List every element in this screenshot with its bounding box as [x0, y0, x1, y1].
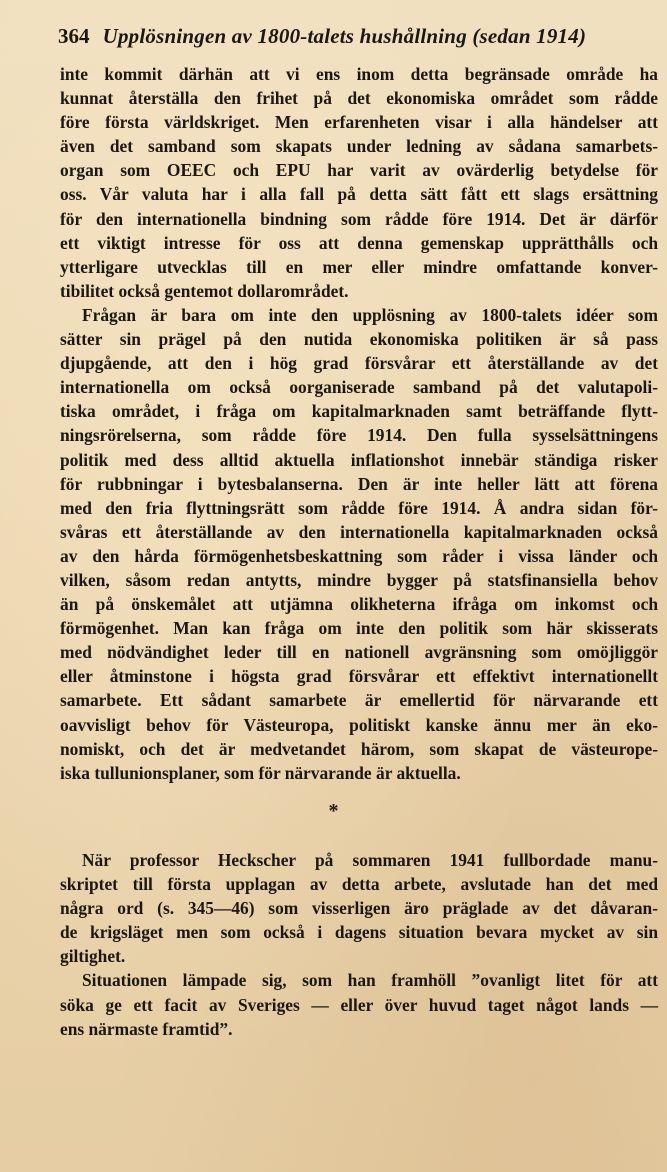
text-line: av den hårda förmögenhetsbeskattning som råder i vissa länder och [60, 545, 658, 566]
text-line: oavvisligt behov för Västeuropa, politiskt kanske ännu mer än eko- [60, 714, 658, 735]
paragraph-1 [60, 62, 658, 303]
text-line: söka ge ett facit av Sveriges — eller över huvud taget något lands — [60, 994, 658, 1015]
text-line: giltighet. [60, 946, 126, 967]
text-line: även det samband som skapats under ledning av sådana samarbets- [60, 136, 658, 157]
text-line: än på önskemålet att utjämna olikheterna ifråga om inkomst och [60, 594, 658, 615]
text-line: skriptet till första upplagan av detta arbete, avslutade han det med [60, 874, 658, 895]
paragraph-4 [60, 968, 658, 1040]
text-line: eller åtminstone i högsta grad försvårar ett effektivt internationellt [60, 666, 658, 687]
text-line: ytterligare utvecklas till en mer eller mindre omfattande konver- [60, 256, 658, 277]
text-line: med nödvändighet leder till en nationell avgränsning som omöjliggör [60, 642, 658, 663]
text-line: Frågan är bara om inte den upplösning av 1800-talets idéer som [82, 304, 658, 325]
text-line: tibilitet också gentemot dollarområdet. [60, 280, 349, 301]
text-line: När professor Heckscher på sommaren 1941 fullbordade manu- [82, 850, 658, 870]
text-line: några ord (s. 345—46) som visserligen äro präglade av det dåvaran- [60, 898, 658, 919]
text-line: kunnat återställa den frihet på det ekonomiska området som rådde [60, 88, 658, 109]
text-line: Situationen lämpade sig, som han framhöll ”ovanligt litet för att [82, 970, 658, 991]
text-line: iska tullunionsplaner, som för närvarande är aktuella. [60, 762, 461, 783]
text-line: tiska området, i fråga om kapitalmarknaden samt beträffande flytt- [60, 401, 658, 422]
running-head-title: Upplösningen av 1800-talets hushållning (sedan 1914) [102, 24, 587, 48]
text-line: för rubbningar i bytesbalanserna. Den är inte heller lätt att förena [60, 473, 658, 494]
paragraph-3 [60, 848, 658, 968]
text-line: de krigsläget men som också i dagens situation bevara mycket av sin [60, 922, 658, 943]
closing-text [60, 848, 658, 1041]
text-line: internationella om också oorganiserade samband på det valutapoli- [60, 377, 658, 398]
text-line: oss. Vår valuta har i alla fall på detta sätt fått ett slags ersättning [60, 184, 658, 205]
text-line: för den internationella bindning som rådde före 1914. Det är därför [60, 208, 658, 229]
text-line: ningsrörelserna, som rådde före 1914. Den fulla sysselsättningens [60, 425, 658, 446]
text-line: förmögenhet. Man kan fråga om inte den politik som här skisserats [60, 618, 658, 639]
text-line: ett viktigt intresse för oss att denna gemenskap upprätthålls och [60, 232, 658, 253]
running-head [58, 24, 658, 58]
text-line: politik med dess alltid aktuella inflationshot innebär ständiga risker [60, 449, 658, 470]
text-line: svåras ett återställande av den internationella kapitalmarknaden också [60, 521, 658, 542]
text-line: vilken, såsom redan antytts, mindre bygger på statsfinansiella behov [60, 569, 658, 590]
text-line: samarbete. Ett sådant samarbete är emellertid för närvarande ett [60, 690, 658, 711]
text-line: med den fria flyttningsrätt som rådde före 1914. Å andra sidan för- [60, 497, 658, 518]
paragraph-2 [60, 303, 658, 785]
text-line: inte kommit därhän att vi ens inom detta begränsade område ha [60, 64, 658, 84]
text-line: djupgående, att den i hög grad försvårar ett återställande av det [60, 353, 658, 374]
text-line: organ som OEEC och EPU har varit av ovärderlig betydelse för [60, 160, 658, 181]
section-separator: * [328, 800, 339, 822]
main-text [60, 62, 658, 785]
text-line: ens närmaste framtid”. [60, 1018, 233, 1039]
text-line: nomiskt, och det är medvetandet härom, som skapat de västeurope- [60, 738, 658, 759]
text-line: före första världskriget. Men erfarenheten visar i alla händelser att [60, 112, 658, 133]
page-number: 364 [58, 24, 90, 48]
text-line: sätter sin prägel på den nutida ekonomiska politiken är så pass [60, 329, 658, 350]
